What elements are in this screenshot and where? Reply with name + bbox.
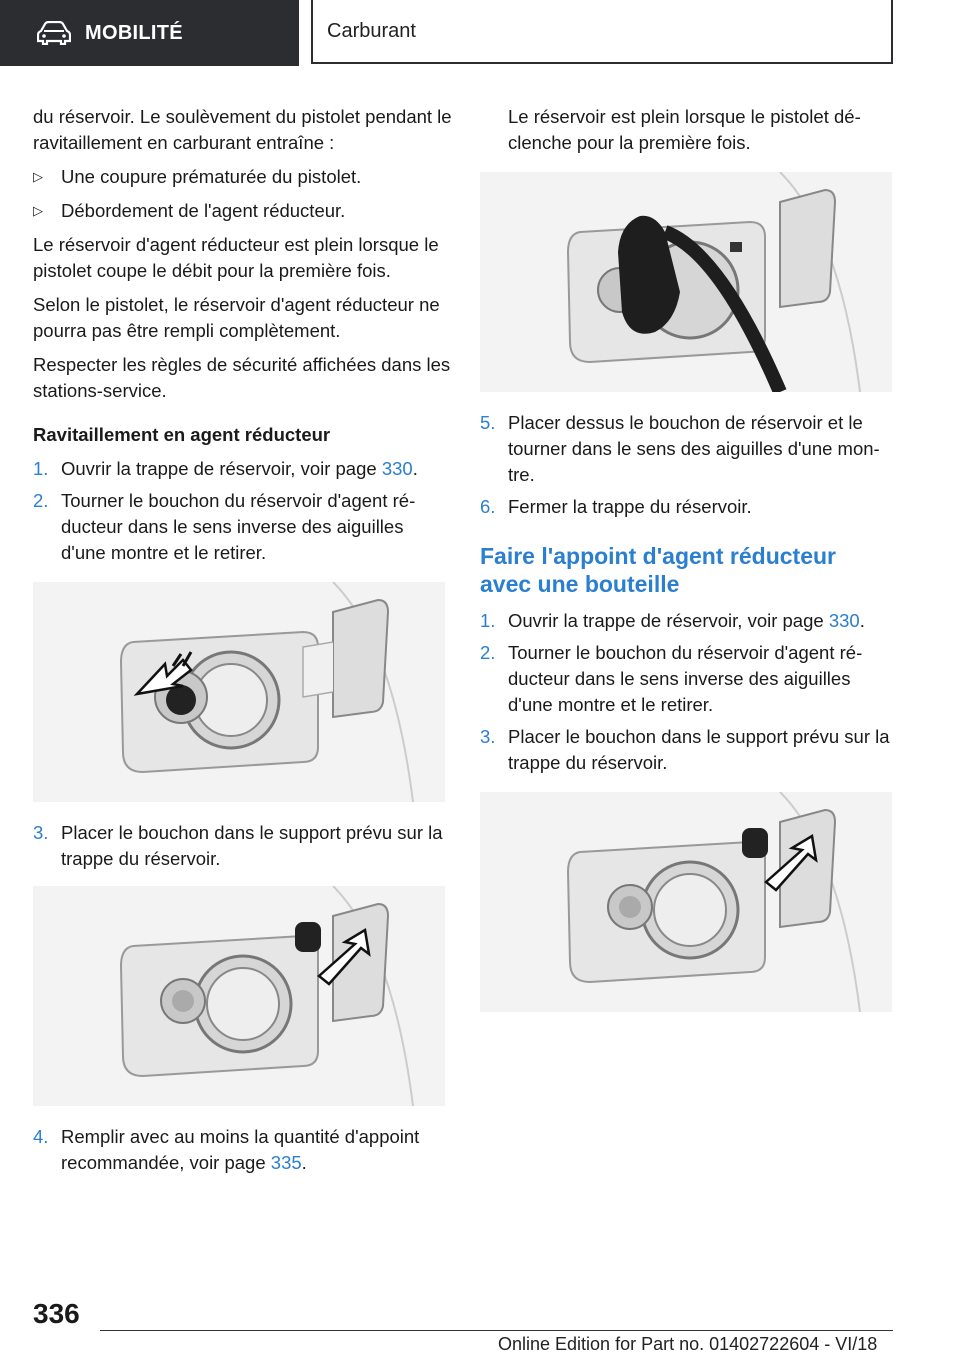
right-column <box>480 104 892 1030</box>
step-3: 3. Placer le bouchon dans le support prévu sur la trappe du réservoir. <box>33 822 443 869</box>
page-link-335[interactable]: 335 <box>270 1152 302 1173</box>
list-item: ▷ Une coupure prématurée du pistolet. <box>33 164 453 190</box>
bottle-step-2: 2. Tourner le bouchon du réservoir d'agent réducteur dans le sens inverse des aiguilles d'une montre et le retirer. <box>480 642 863 715</box>
page-number: 336 <box>33 1298 80 1329</box>
chapter-title: Carburant <box>327 19 416 42</box>
section-tab <box>0 0 299 66</box>
edition-note: Online Edition for Part no. 01402722604 - VI/18 <box>498 1334 878 1354</box>
car-icon <box>37 21 71 45</box>
paragraph: Respecter les règles de sécurité affichées dans les stations-service. <box>33 354 451 401</box>
step-5: 5. Placer dessus le bouchon de réservoir et le tourner dans le sens des aiguilles d'une montre. <box>480 412 880 485</box>
bullet-triangle-icon: ▷ <box>33 203 43 218</box>
figure-remove-cap <box>33 582 445 802</box>
footer-divider <box>100 1330 893 1331</box>
step-6: 6. Fermer la trappe du réservoir. <box>480 496 752 517</box>
chapter-header <box>311 0 893 64</box>
bottle-step-1: 1. Ouvrir la trappe de réservoir, voir page 330. <box>480 610 865 631</box>
figure-filling-nozzle <box>480 172 892 392</box>
figure-cap-holder-bottle <box>480 792 892 1012</box>
step-2: 2. Tourner le bouchon du réservoir d'agent réducteur dans le sens inverse des aiguilles d'une montre et le retirer. <box>33 490 416 563</box>
paragraph: Le réservoir est plein lorsque le pistolet déclenche pour la première fois. <box>508 106 861 153</box>
paragraph: Selon le pistolet, le réservoir d'agent réducteur ne pourra pas être rempli complètement. <box>33 294 440 341</box>
figure-cap-in-holder <box>33 886 445 1106</box>
section-title: MOBILITÉ <box>85 21 183 44</box>
left-column <box>33 104 453 1182</box>
step-1: 1. Ouvrir la trappe de réservoir, voir page 330. <box>33 458 418 479</box>
list-item: ▷ Débordement de l'agent réducteur. <box>33 198 453 224</box>
paragraph: Le réservoir d'agent réducteur est plein lorsque le pistolet coupe le débit pour la première fois. <box>33 234 439 281</box>
bullet-triangle-icon: ▷ <box>33 169 43 184</box>
step-4: 4. Remplir avec au moins la quantité d'appoint recommandée, voir page 335. <box>33 1126 420 1173</box>
bottle-step-3: 3. Placer le bouchon dans le support prévu sur la trappe du réservoir. <box>480 726 890 773</box>
page-link-330[interactable]: 330 <box>381 458 413 479</box>
page-link-330[interactable]: 330 <box>828 610 860 631</box>
intro-paragraph: du réservoir. Le soulèvement du pistolet pendant le ravitaillement en carburant entraîne : <box>33 106 452 153</box>
section-heading-blue: Faire l'appoint d'agent réducteur avec une bouteille <box>480 543 836 597</box>
section-heading: Ravitaillement en agent réducteur <box>33 424 331 445</box>
